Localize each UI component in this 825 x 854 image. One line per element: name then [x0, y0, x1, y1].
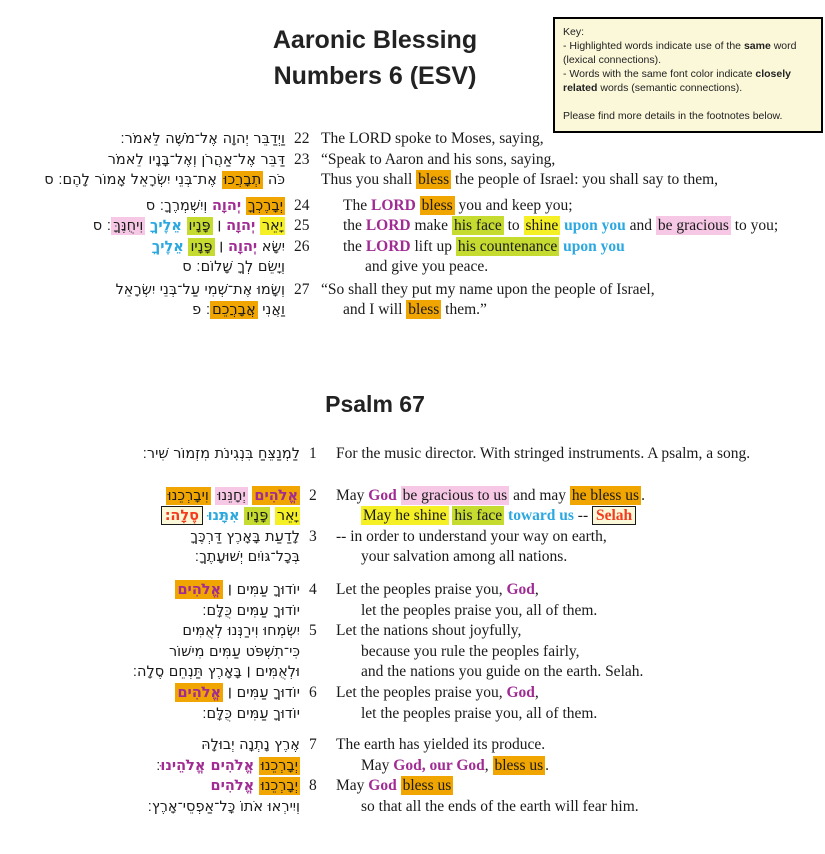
- key-lines: [563, 39, 813, 123]
- hebrew-seg-plain: יִשָּׂא: [257, 238, 285, 255]
- psalm-hebrew-text: [0, 486, 300, 507]
- psalm-verse-row: [0, 704, 825, 725]
- numbers-verse-row: [0, 216, 825, 237]
- hebrew-seg-y: יָאֵר: [261, 218, 283, 234]
- numbers-english-text: [321, 150, 825, 170]
- psalm-english-text: [336, 662, 825, 683]
- english-seg-plain: ,: [534, 580, 539, 598]
- english-seg-purple: LORD: [365, 217, 411, 234]
- key-heading: Key:: [563, 26, 585, 38]
- hebrew-seg-purple: יְהוָה: [228, 237, 258, 255]
- psalm-verse-row: [0, 601, 825, 622]
- psalm-hebrew-text: [0, 506, 300, 527]
- english-seg-plain: so that all the ends of the earth will fear him.: [361, 797, 639, 815]
- english-seg-plain: and give you peace.: [365, 258, 489, 275]
- hebrew-seg-plain: ׃ ס: [92, 218, 112, 234]
- key-seg-plain: words (semantic connections).: [597, 82, 743, 94]
- hebrew-seg-plain: לָדַעַת בָּאָרֶץ דַּרְכֶּךָ: [190, 528, 300, 545]
- english-seg-plain: .: [641, 486, 645, 504]
- hebrew-seg-plain: וַאֲנִי: [257, 302, 285, 318]
- psalm-english-text: [336, 527, 825, 548]
- numbers-english-text: [321, 257, 825, 277]
- hebrew-seg-o: יְבָרְכֵנוּ: [260, 757, 298, 774]
- numbers-english-text: [321, 237, 825, 257]
- hebrew-seg-purple: אֱלֹהִים אֱלֹהֵינוּ: [160, 756, 255, 774]
- psalm-hebrew-text: [0, 683, 300, 704]
- hebrew-seg-blue: אֵלֶיךָ: [149, 217, 182, 234]
- psalm-hebrew-text: [0, 642, 300, 663]
- english-seg-plain: May: [336, 777, 369, 795]
- hebrew-seg-plain: יוֹדוּךָ עַמִּים ׀: [223, 581, 300, 598]
- numbers-hebrew-text: [0, 237, 285, 258]
- hebrew-seg-purple-o: אֱלֹהִים: [254, 486, 298, 504]
- numbers-hebrew-text: [0, 151, 285, 171]
- numbers-english-text: [321, 170, 825, 190]
- hebrew-seg-plain: לַמְנַצֵּחַ בִּנְגִינֹת מִזְמוֹר שִׁיר׃: [142, 446, 300, 462]
- psalm-hebrew-text: [0, 756, 300, 777]
- english-seg-plain: and I will: [343, 301, 407, 318]
- numbers-hebrew-text: [0, 301, 285, 321]
- numbers-verse-row: [0, 280, 825, 301]
- hebrew-seg-selah: סֶלָה׃: [161, 506, 203, 525]
- psalm-hebrew-text: [0, 776, 300, 797]
- hebrew-seg-plain: דַּבֵּר אֶל־אַהֲרֹן וְאֶל־בָּנָיו לֵאמֹר: [107, 151, 285, 168]
- psalm-hebrew-text: [0, 580, 300, 601]
- numbers-hebrew-text: [0, 216, 285, 237]
- hebrew-seg-plain: יִשְׂמְחוּ וִירַנְּנוּ לְאֻמִּים: [182, 623, 300, 640]
- hebrew-seg-plain: אֶת־בְּנֵי יִשְׂרָאֵל אָמוֹר לָהֶם׃ ס: [44, 172, 222, 188]
- hebrew-seg-plain: בְּכָל־גּוֹיִם יְשׁוּעָתֶךָ׃: [194, 549, 300, 566]
- english-seg-purple: God, our God: [393, 756, 485, 774]
- psalm-english-text: [336, 704, 825, 725]
- psalm-verse-row: [0, 683, 825, 704]
- key-line: [563, 67, 813, 95]
- english-seg-plain: and: [625, 217, 656, 234]
- psalm-english-text: [336, 506, 825, 527]
- psalm-verse-row: [0, 506, 825, 527]
- key-seg-plain: - Highlighted words indicate use of the: [563, 40, 744, 52]
- hebrew-seg-plain: ׀: [212, 218, 227, 234]
- english-seg-blue: upon you: [564, 217, 626, 234]
- psalm-verse-number: 8: [309, 777, 317, 795]
- english-seg-y: May he shine: [363, 507, 447, 525]
- english-seg-plain: For the music director. With stringed instruments. A psalm, a song.: [336, 445, 751, 462]
- psalm-hebrew-text: [0, 797, 300, 818]
- numbers-verse-row: [0, 150, 825, 171]
- psalm-english-text: [336, 486, 825, 507]
- hebrew-seg-y: יָאֵר: [276, 508, 298, 525]
- english-seg-g: his face: [453, 217, 502, 234]
- hebrew-seg-plain: יוֹדוּךָ עַמִּים כֻּלָּם׃: [202, 602, 300, 619]
- hebrew-seg-purple: אֱלֹהִים: [210, 777, 255, 795]
- english-seg-plain: Let the peoples praise you,: [336, 683, 507, 701]
- psalm-hebrew-text: [0, 547, 300, 568]
- psalm-verse-number: 2: [309, 486, 317, 504]
- hebrew-seg-blue: אִתָּנוּ: [207, 507, 240, 525]
- english-seg-plain: make: [410, 217, 452, 234]
- hebrew-seg-purple-o: אֱלֹהִים: [177, 683, 222, 701]
- hebrew-seg-g: פָּנָיו: [188, 218, 211, 234]
- psalm-english-text: [336, 776, 825, 797]
- english-seg-blue: toward us: [508, 507, 574, 525]
- psalm-english-text: [336, 797, 825, 818]
- psalm-title: Psalm 67: [325, 391, 425, 417]
- hebrew-seg-g: פָּנָיו: [246, 508, 269, 525]
- psalm-english-text: [336, 756, 825, 777]
- numbers-verse-row: [0, 196, 825, 217]
- english-seg-o: he bless us: [571, 486, 640, 504]
- psalm-verse-number: 7: [309, 736, 317, 754]
- psalm-verse-row: [0, 580, 825, 601]
- psalm-hebrew-text: [0, 621, 300, 642]
- numbers-verse-number: 25: [294, 217, 310, 234]
- page-title-line1: Aaronic Blessing: [272, 26, 478, 54]
- numbers-english-text: [321, 300, 825, 320]
- psalm-verse-row: [0, 756, 825, 777]
- english-seg-p: be gracious: [657, 217, 729, 234]
- psalm-verse-number: 1: [309, 445, 317, 462]
- hebrew-seg-plain: יוֹדוּךָ עַמִּים כֻּלָּם׃: [202, 705, 300, 722]
- psalm-hebrew-text: [0, 662, 300, 683]
- numbers-verse-number: 27: [294, 280, 310, 298]
- english-seg-plain: “So shall they put my name upon the people of Israel,: [321, 280, 655, 298]
- english-seg-plain: ,: [534, 683, 539, 701]
- numbers-english-text: [321, 216, 825, 236]
- english-seg-plain: them.”: [441, 301, 487, 318]
- psalm-english-text: [336, 621, 825, 642]
- english-seg-plain: the: [343, 237, 366, 255]
- hebrew-seg-plain: כֹּה: [263, 172, 285, 188]
- english-seg-plain: The LORD spoke to Moses, saying,: [321, 130, 544, 147]
- psalm-verse-row: [0, 642, 825, 663]
- english-seg-plain: --: [573, 507, 592, 525]
- key-seg-b: closely related: [563, 68, 791, 94]
- english-seg-purple: God: [506, 580, 535, 598]
- numbers-hebrew-text: [0, 258, 285, 278]
- psalm-english-text: [336, 683, 825, 704]
- psalm-hebrew-text: [0, 735, 300, 756]
- english-seg-purple: LORD: [370, 196, 416, 214]
- key-box: [553, 17, 823, 133]
- english-seg-plain: .: [545, 756, 550, 774]
- english-seg-o: bless: [421, 196, 453, 214]
- numbers-verse-number: 26: [294, 237, 310, 255]
- hebrew-seg-plain: וְשָׂמוּ אֶת־שְׁמִי עַל־בְּנֵי יִשְׂרָאֵל: [115, 281, 285, 298]
- english-seg-plain: ,: [484, 756, 493, 774]
- hebrew-seg-o: יְבָרְכֵנוּ: [260, 778, 298, 795]
- english-seg-plain: -- in order to understand your way on earth,: [336, 527, 607, 545]
- english-seg-plain: May: [361, 756, 394, 774]
- psalm-verse-row: [0, 662, 825, 683]
- numbers-english-text: [321, 196, 825, 216]
- psalm-english-text: [336, 444, 825, 465]
- psalm-hebrew-text: [0, 601, 300, 622]
- psalm-english-text: [336, 735, 825, 756]
- key-line: [563, 95, 813, 109]
- numbers-hebrew-text: [0, 281, 285, 301]
- english-seg-plain: let the peoples praise you, all of them.: [361, 601, 598, 619]
- numbers-verse-row: [0, 300, 825, 321]
- hebrew-seg-o: אֲבָרֲכֵם: [212, 302, 256, 318]
- numbers-verse-number: 22: [294, 130, 310, 147]
- english-seg-plain: the: [343, 217, 366, 234]
- english-seg-purple: God: [368, 486, 397, 504]
- psalm-english-text: [336, 580, 825, 601]
- hebrew-seg-plain: וְיִירְאוּ אֹתוֹ כָּל־אַפְסֵי־אָרֶץ׃: [147, 798, 300, 815]
- english-seg-plain: let the peoples praise you, all of them.: [361, 704, 598, 722]
- numbers-verse-row: [0, 237, 825, 258]
- english-seg-purple: LORD: [365, 237, 411, 255]
- english-seg-o: bless: [408, 301, 440, 318]
- numbers-verse-row: [0, 129, 825, 150]
- hebrew-seg-purple-o: אֱלֹהִים: [177, 580, 222, 598]
- hebrew-seg-plain: וְיָשֵׂם לְךָ שָׁלוֹם׃ ס: [182, 259, 285, 275]
- english-seg-plain: because you rule the peoples fairly,: [361, 642, 580, 660]
- numbers-passage: [0, 129, 825, 321]
- psalm-english-text: [336, 642, 825, 663]
- english-seg-plain: you and keep you;: [454, 196, 573, 214]
- hebrew-seg-plain: וַיְדַבֵּר יְהוָה אֶל־מֹשֶׁה לֵּאמֹר׃: [120, 131, 285, 147]
- psalm-verse-row: [0, 444, 825, 465]
- psalm-passage: [0, 444, 825, 818]
- english-seg-plain: The: [343, 196, 371, 214]
- english-seg-blue: upon you: [563, 237, 625, 255]
- english-seg-o: bless us: [494, 756, 544, 774]
- hebrew-seg-purple: יְהוָה: [211, 196, 242, 214]
- numbers-verse-number: 23: [294, 150, 310, 168]
- psalm-verse-row: [0, 527, 825, 548]
- english-seg-plain: and the nations you guide on the earth. Selah.: [361, 663, 644, 681]
- english-seg-plain: and may: [509, 486, 570, 504]
- psalm-verse-number: 4: [309, 580, 317, 598]
- english-seg-g: his face: [454, 507, 503, 525]
- hebrew-seg-plain: ׀: [214, 238, 228, 255]
- english-seg-g: his countenance: [457, 237, 558, 255]
- english-seg-plain: Thus you shall: [321, 171, 417, 188]
- english-seg-plain: May: [336, 486, 369, 504]
- hebrew-seg-plain: וּלְאֻמִּים ׀ בָּאָרֶץ תַּנְחֵם סֶלָה׃: [132, 664, 300, 681]
- hebrew-seg-o: וִיבָרְכֵנוּ: [167, 487, 209, 504]
- key-seg-plain: word (lexical connections).: [563, 40, 797, 66]
- psalm-hebrew-text: [0, 444, 300, 465]
- hebrew-seg-o: תְבָרֲכוּ: [223, 172, 262, 188]
- psalm-verse-row: [0, 735, 825, 756]
- hebrew-seg-purple: יְהוָה: [226, 217, 256, 234]
- page-title: [175, 22, 575, 94]
- hebrew-seg-blue: אֵלֶיךָ: [151, 237, 184, 255]
- english-seg-plain: The earth has yielded its produce.: [336, 736, 546, 754]
- english-seg-purple: God: [368, 777, 397, 795]
- english-seg-plain: “Speak to Aaron and his sons, saying,: [321, 150, 556, 168]
- english-seg-plain: your salvation among all nations.: [361, 548, 568, 566]
- numbers-verse-row: [0, 257, 825, 278]
- hebrew-seg-g: פָּנָיו: [190, 238, 213, 255]
- hebrew-seg-plain: יוֹדוּךָ עַמִּים ׀: [223, 684, 300, 701]
- psalm-hebrew-text: [0, 704, 300, 725]
- psalm-verse-number: 5: [309, 622, 317, 640]
- hebrew-seg-plain: [182, 218, 187, 234]
- numbers-verse-number: 24: [294, 196, 310, 214]
- hebrew-seg-o: יְבָרֶכְךָ: [247, 197, 283, 214]
- psalm-verse-row: [0, 776, 825, 797]
- key-seg-plain: Please find more details in the footnotes below.: [563, 110, 783, 122]
- english-seg-plain: lift up: [410, 237, 456, 255]
- english-seg-plain: to: [503, 217, 524, 234]
- numbers-verse-row: [0, 170, 825, 191]
- english-seg-y: shine: [525, 217, 559, 234]
- english-seg-o: bless: [418, 171, 450, 188]
- english-seg-plain: Let the nations shout joyfully,: [336, 622, 522, 640]
- numbers-english-text: [321, 129, 825, 149]
- key-line: [563, 39, 813, 67]
- psalm-verse-row: [0, 797, 825, 818]
- english-seg-selah: Selah: [592, 506, 636, 525]
- english-seg-plain: to you;: [730, 217, 779, 234]
- hebrew-seg-plain: אֶרֶץ נָתְנָה יְבוּלָהּ: [201, 737, 300, 754]
- numbers-hebrew-text: [0, 171, 285, 191]
- hebrew-seg-plain: ׃ פ: [192, 302, 211, 318]
- english-seg-purple: God: [506, 683, 535, 701]
- hebrew-seg-p: יְחָנֵּנוּ: [217, 487, 246, 504]
- numbers-english-text: [321, 280, 825, 300]
- english-seg-plain: the people of Israel: you shall say to them,: [451, 171, 719, 188]
- psalm-hebrew-text: [0, 527, 300, 548]
- psalm-verse-row: [0, 621, 825, 642]
- hebrew-seg-plain: ׃: [156, 757, 161, 774]
- numbers-hebrew-text: [0, 130, 285, 150]
- hebrew-seg-plain: כִּי־תִשְׁפֹּט עַמִּים מִישׁוֹר: [168, 643, 300, 660]
- english-seg-plain: Let the peoples praise you,: [336, 580, 507, 598]
- psalm-english-text: [336, 547, 825, 568]
- key-line: [563, 109, 813, 123]
- english-seg-p: be gracious to us: [402, 486, 508, 504]
- psalm-english-text: [336, 601, 825, 622]
- psalm-verse-row: [0, 486, 825, 507]
- key-seg-plain: - Words with the same font color indicate: [563, 68, 756, 80]
- english-seg-o: bless us: [402, 777, 452, 795]
- numbers-hebrew-text: [0, 196, 285, 217]
- psalm-verse-row: [0, 547, 825, 568]
- hebrew-seg-plain: וְיִשְׁמְרֶךָ׃ ס: [145, 197, 212, 214]
- psalm-verse-number: 6: [309, 683, 317, 701]
- hebrew-seg-p: וִיחֻנֶּךָּ: [113, 218, 144, 234]
- page-title-line2: Numbers 6 (ESV): [273, 62, 477, 90]
- psalm-verse-number: 3: [309, 527, 317, 545]
- key-seg-b: same: [743, 40, 771, 52]
